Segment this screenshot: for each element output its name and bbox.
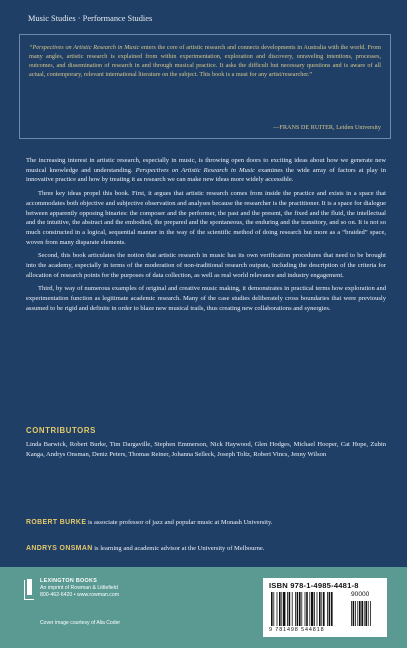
author-name: ANDRYS ONSMAN [26, 545, 93, 552]
praise-quote [29, 43, 381, 80]
series-label: Music Studies · Performance Studies [28, 14, 153, 23]
publisher-imprint: An imprint of Rowman & Littlefield [40, 585, 118, 591]
praise-book-title: “Perspectives on Artistic Research in Music [29, 44, 140, 51]
contributors-list: Linda Barwick, Robert Burke, Tim Dargaville, Stephen Emmerson, Nick Haywood, Glen Hodges, Michael Hooper, Cat Hope, Zubin Kanga, Andrys Onsman, Deniz Peters, Thomas Reiner, Johanna Selleck, Joseph Toltz, Robert Vincs, Jenny Wilson [26, 441, 386, 458]
description [26, 156, 386, 318]
author-bio [26, 544, 386, 554]
publisher-name: LEXINGTON BOOKS [40, 578, 98, 584]
praise-attribution: —FRANS DE RUITER, Leiden University [273, 124, 381, 131]
ean-digits: 9 781498 544818 [269, 627, 325, 633]
isbn-label: ISBN 978-1-4985-4481-8 [269, 581, 359, 590]
praise-box [19, 34, 391, 139]
barcode [263, 578, 387, 637]
description-paragraph-4: Third, by way of numerous examples of original and creative music making, it demonstrates in practical terms how exploration and experimentation function as legitimate academic research. Many of the case studies deliberately cross boundaries that were previously assumed to be rigid and definite in order to blaze new musical trails, thus creating new collaborations and synergies. [26, 285, 386, 312]
description-paragraph-2: Three key ideas propel this book. First, it argues that artistic research comes from inside the practice and exists in a space that accommodates both objective and subjective observation and analyses because the researcher is the practitioner. It is a space for dialogue between apparently opposing binaries: the composer and the performer, the past and the present, the fixed and the fluid, the intellectual and the intuitive, the abstract and the embodied, the prepared and the spontaneous, the enduring and the transitory, and so on. It is not so much constructed in a logical, sequential manner in the way of the scientific method of doing research but more as a “braided” space, woven from many disparate elements. [26, 190, 386, 246]
description-book-title: Perspectives on Artistic Research in Music [135, 166, 256, 174]
description-text: The increasing interest in artistic research, especially in music, is throwing open doors to exciting ideas about how we generate new musical knowledge and understanding. [26, 157, 386, 174]
author-bio-text: is learning and academic advisor at the University of Melbourne. [92, 545, 265, 552]
publisher-footer [0, 567, 407, 648]
publisher-contact: 800-462-6420 • www.rowman.com [40, 592, 120, 598]
publisher-logo-icon [24, 580, 34, 600]
price-code: 90000 [351, 591, 370, 598]
description-text: examines the wide array of factors at play in innovative practice and how by treating it as research we can make new ideas more widely accessible. [26, 166, 386, 184]
author-name: ROBERT BURKE [26, 519, 87, 526]
publisher-info [40, 578, 119, 599]
description-paragraph-1 [26, 156, 386, 185]
contributors-heading: CONTRIBUTORS [26, 426, 96, 435]
author-bio-text: is associate professor of jazz and popular music at Monash University. [86, 519, 273, 526]
author-bio [26, 518, 386, 528]
description-paragraph-3: Second, this book articulates the notion that artistic research in music has its own verification procedures that need to be brought into the academy, especially in terms of the moderation of non-traditional research outputs, including the description of the criteria for allocation of research points for the purposes of data collection, as well as real world relevance and industry engagement. [26, 252, 386, 279]
cover-credit: Cover image courtesy of Alia Coder [40, 620, 121, 626]
praise-text: enters the core of artistic research and connects developments in Australia with the world. From many angles, artistic research is explained from within experimentation, exploration and discovery, unraveling intentions, processes, outcomes, and dissemination of research in and through musical practice. It asks the difficult but necessary questions and is aware of all actual, contemporary, relevant international literature on the subject. This book is a must for any artist/researcher.” [29, 44, 381, 79]
